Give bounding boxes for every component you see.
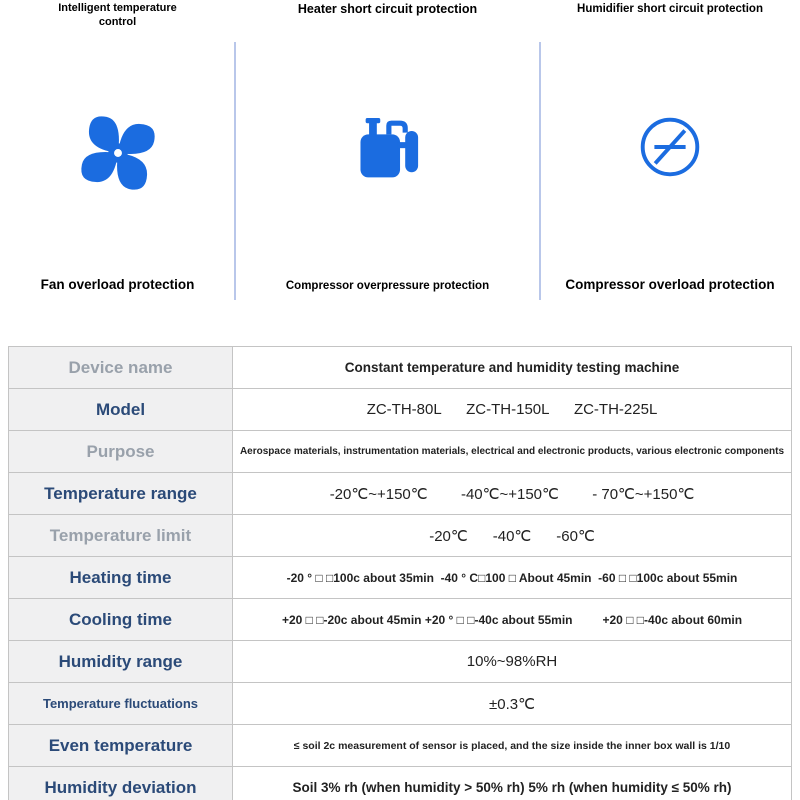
circle-slash-icon	[631, 16, 709, 277]
row-value: -20 ° □ □100c about 35min -40 ° C□100 □ About 45min -60 □ □100c about 55min	[233, 557, 792, 599]
column-divider	[539, 42, 541, 300]
spec-row-model	[9, 389, 792, 431]
features-section	[0, 0, 800, 308]
spec-row-temperature-limit	[9, 515, 792, 557]
spec-row-heating-time	[9, 557, 792, 599]
row-value: Aerospace materials, instrumentation materials, electrical and electronic products, various electronic components	[233, 431, 792, 473]
row-value: ≤ soil 2c measurement of sensor is placed, and the size inside the inner box wall is 1/10	[233, 725, 792, 767]
spec-row-humidity-range	[9, 641, 792, 683]
column-divider	[234, 42, 236, 300]
spec-row-cooling-time	[9, 599, 792, 641]
row-value: ZC-TH-80L ZC-TH-150L ZC-TH-225L	[233, 389, 792, 431]
spec-row-humidity-deviation	[9, 767, 792, 800]
row-label: Model	[9, 389, 233, 431]
feature-title-intelligent-temperature-control: Intelligent temperature control	[58, 2, 177, 28]
row-value: Soil 3% rh (when humidity > 50% rh) 5% rh (when humidity ≤ 50% rh)	[233, 767, 792, 800]
row-label: Even temperature	[9, 725, 233, 767]
row-value: -20℃~+150℃ -40℃~+150℃ - 70℃~+150℃	[233, 473, 792, 515]
spec-row-even-temperature	[9, 725, 792, 767]
row-label: Humidity deviation	[9, 767, 233, 800]
row-label: Cooling time	[9, 599, 233, 641]
row-label: Temperature fluctuations	[9, 683, 233, 725]
feature-column-3	[540, 0, 800, 308]
compressor-icon	[345, 18, 431, 280]
row-label: Temperature limit	[9, 515, 233, 557]
row-value: ±0.3℃	[233, 683, 792, 725]
row-label: Device name	[9, 347, 233, 389]
row-label: Purpose	[9, 431, 233, 473]
spec-row-temperature-range	[9, 473, 792, 515]
spec-table	[8, 346, 792, 800]
fan-icon	[74, 30, 162, 278]
feature-title-humidifier-short-circuit-protection: Humidifier short circuit protection	[577, 3, 763, 15]
row-value: -20℃ -40℃ -60℃	[233, 515, 792, 557]
spec-row-purpose	[9, 431, 792, 473]
spec-row-temperature-fluctuations	[9, 683, 792, 725]
feature-column-2	[235, 0, 540, 308]
feature-label-compressor-overload-protection: Compressor overload protection	[565, 277, 775, 292]
row-value: 10%~98%RH	[233, 641, 792, 683]
row-label: Heating time	[9, 557, 233, 599]
feature-title-heater-short-circuit-protection: Heater short circuit protection	[297, 2, 478, 16]
feature-label-fan-overload-protection: Fan overload protection	[40, 277, 195, 292]
row-value: +20 □ □-20c about 45min +20 ° □ □-40c about 55min +20 □ □-40c about 60min	[233, 599, 792, 641]
feature-column-1	[0, 0, 235, 308]
row-value: Constant temperature and humidity testing machine	[233, 347, 792, 389]
spec-row-device-name	[9, 347, 792, 389]
row-label: Temperature range	[9, 473, 233, 515]
row-label: Humidity range	[9, 641, 233, 683]
spec-table-section	[8, 346, 792, 800]
feature-label-compressor-overpressure-protection: Compressor overpressure protection	[285, 280, 490, 292]
